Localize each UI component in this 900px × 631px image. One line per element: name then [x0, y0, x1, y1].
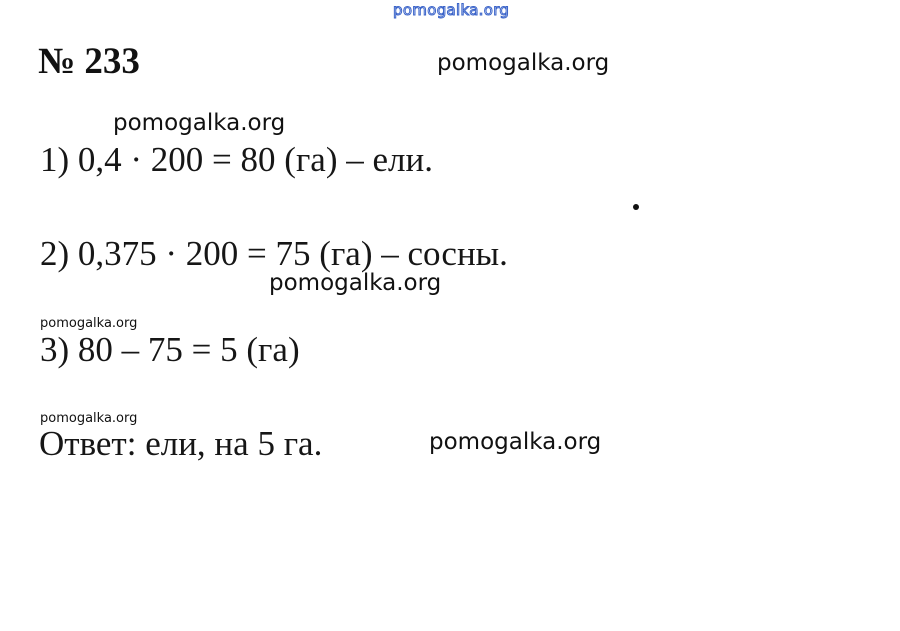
solution-step-3: 3) 80 – 75 = 5 (га) — [40, 330, 300, 369]
task-number: № 233 — [38, 41, 140, 82]
watermark-label: pomogalka.org — [429, 429, 602, 455]
stray-dot — [633, 204, 639, 210]
watermark-label: pomogalka.org — [40, 316, 138, 331]
watermark-label: pomogalka.org — [113, 110, 286, 136]
top-watermark: pomogalka.org — [393, 1, 510, 19]
solution-step-2: 2) 0,375 · 200 = 75 (га) – сосны. — [40, 234, 508, 273]
watermark-label: pomogalka.org — [40, 411, 138, 426]
answer-line: Ответ: ели, на 5 га. — [39, 424, 323, 463]
solution-step-1: 1) 0,4 · 200 = 80 (га) – ели. — [40, 140, 433, 179]
watermark-label: pomogalka.org — [269, 270, 442, 296]
watermark-label: pomogalka.org — [437, 50, 610, 76]
